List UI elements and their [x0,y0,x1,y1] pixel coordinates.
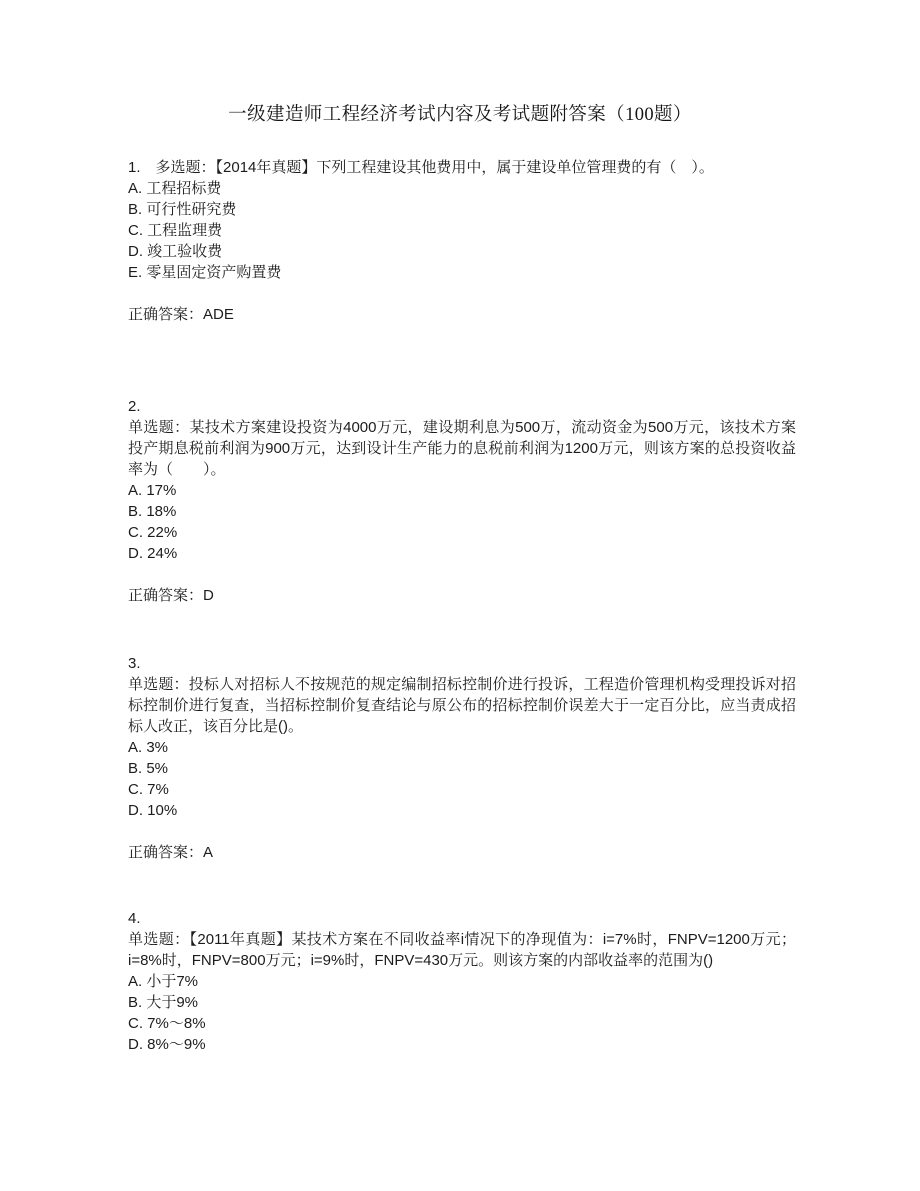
question-3-option-d[interactable]: D. 10% [128,802,178,819]
question-block-4 [128,908,796,1055]
question-1-option-a[interactable]: A. 工程招标费 [128,180,222,197]
question-2-stem: 单选题：某技术方案建设投资为4000万元，建设期利息为500万，流动资金为500万元，该技术方案投产期息税前利润为900万元，达到设计生产能力的息税前利润为1200万元，则该方案的总投资收益率为（ ）。 [128,419,796,478]
question-block-3 [128,653,796,863]
question-4-stem: 单选题：【2011年真题】某技术方案在不同收益率i情况下的净现值为：i=7%时，FNPV=1200万元；i=8%时，FNPV=800万元；i=9%时，FNPV=430万元。则该方案的内部收益率的范围为() [128,931,796,969]
question-2-options [128,480,796,564]
question-1-options [128,178,756,283]
question-3-option-a[interactable]: A. 3% [128,739,169,756]
spacer [128,821,796,842]
question-4-option-a[interactable]: A. 小于7% [128,973,199,990]
question-3-stem: 单选题：投标人对招标人不按规范的规定编制招标控制价进行投诉，工程造价管理机构受理投诉对招标控制价进行复查，当招标控制价复查结论与原公布的招标控制价误差大于一定百分比，应当责成招标人改正，该百分比是()。 [128,676,796,735]
question-2-number: 2. [128,398,141,415]
question-2-option-d[interactable]: D. 24% [128,545,178,562]
question-1-option-e[interactable]: E. 零星固定资产购置费 [128,264,282,281]
question-4-option-c[interactable]: C. 7%～8% [128,1015,206,1032]
spacer [128,283,756,304]
question-3-options [128,737,796,821]
question-2-option-b[interactable]: B. 18% [128,503,177,520]
question-3-option-b[interactable]: B. 5% [128,760,169,777]
question-4-options [128,971,796,1055]
question-1-answer: 正确答案：ADE [128,306,234,323]
question-3-number: 3. [128,655,141,672]
question-2-answer: 正确答案：D [128,587,214,604]
question-block-1 [128,157,756,325]
question-1-option-c[interactable]: C. 工程监理费 [128,222,223,239]
question-4-number: 4. [128,910,141,927]
question-2-option-a[interactable]: A. 17% [128,482,177,499]
page-title: 一级建造师工程经济考试内容及考试题附答案（100题） [228,105,692,125]
question-1-option-d[interactable]: D. 竣工验收费 [128,243,223,260]
question-1-option-b[interactable]: B. 可行性研究费 [128,201,237,218]
spacer [128,564,796,585]
question-1-stem: 1. 多选题：【2014年真题】下列工程建设其他费用中，属于建设单位管理费的有（ ）。 [128,159,714,176]
question-block-2 [128,396,796,606]
question-4-option-d[interactable]: D. 8%～9% [128,1036,206,1053]
question-3-option-c[interactable]: C. 7% [128,781,169,798]
question-2-option-c[interactable]: C. 22% [128,524,178,541]
question-4-option-b[interactable]: B. 大于9% [128,994,199,1011]
question-3-answer: 正确答案：A [128,844,214,861]
